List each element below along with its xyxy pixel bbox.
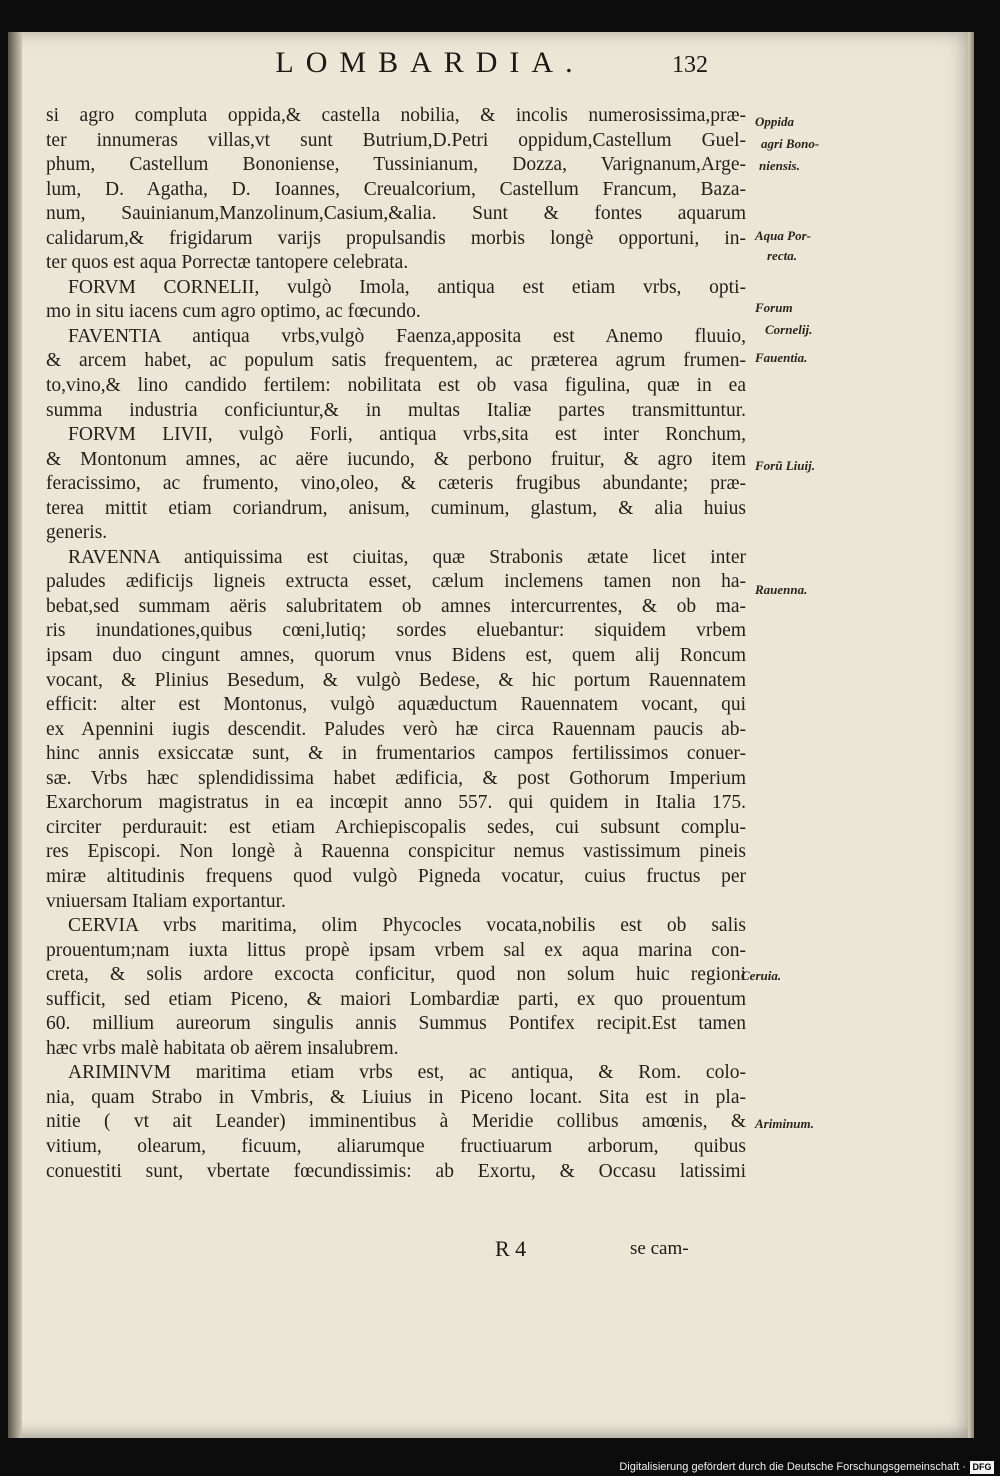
paragraph-start: FORVM LIVII, vulgò Forli, antiqua vrbs,sita est inter Ronchum, [68, 424, 746, 446]
text-line: hinc annis exsiccatæ sunt, & in frumentarios campos fertilissimos conuer- [46, 743, 746, 765]
page-edge-shadow [968, 32, 974, 1438]
margin-note: Fauentia. [755, 350, 808, 365]
text-line: summa industria conficiuntur,& in multas Italiæ partes transmittuntur. [46, 399, 746, 421]
paragraph-start: ARIMINVM maritima etiam vrbs est, ac antiqua, & Rom. colo- [68, 1062, 746, 1084]
margin-note: Forũ Liuij. [755, 458, 815, 473]
text-line: feracissimo, ac frumento, vino,oleo, & cæteris frugibus abundante; præ- [46, 473, 746, 495]
margin-note: Ariminum. [755, 1116, 814, 1131]
margin-note: Ceruia. [741, 968, 782, 983]
text-line: vocant, & Plinius Besedum, & vulgò Bedese, & hic portum Rauennatem [46, 669, 746, 691]
text-line: si agro compluta oppida,& castella nobilia, & incolis numerosissima,præ- [46, 105, 746, 126]
text-line: paludes ædificijs ligneis extructa esset, cælum inclemens tamen non ha- [46, 571, 746, 593]
margin-note: Aqua Por- [755, 228, 811, 243]
text-line: conuestiti sunt, vbertate fœcundissimis: ab Exortu, & Occasu latissimi [46, 1160, 746, 1182]
text-line: res Episcopi. Non longè à Rauenna conspicitur nemus vastissimum pineis [46, 841, 746, 863]
text-line: hæc vrbs malè habitata ob aërem insalubrem. [46, 1037, 399, 1059]
text-line: lum, D. Agatha, D. Ioannes, Creualcorium, Castellum Francum, Baza- [46, 178, 746, 200]
page-number: 132 [672, 52, 708, 78]
paragraph-start: FORVM CORNELII, vulgò Imola, antiqua est etiam vrbs, opti- [68, 276, 746, 298]
margin-note: recta. [767, 248, 797, 263]
text-line: miræ altitudinis frequens quod vulgò Pigneda vocatur, cuius fructus per [46, 865, 746, 887]
text-line: phum, Castellum Bononiense, Tussinianum, Dozza, Varignanum,Arge- [46, 154, 746, 176]
text-line: sæ. Vrbs hæc splendidissima habet ædificia, & post Gothorum Imperium [46, 767, 746, 789]
text-line: 60. millium aureorum singulis annis Summus Pontifex recipit.Est tamen [46, 1013, 746, 1035]
margin-note: Oppida [755, 114, 794, 129]
text-line: generis. [46, 522, 108, 544]
main-text [46, 104, 746, 1184]
text-line: & Montonum amnes, ac aëre iucundo, & perbono fruitur, & agro item [46, 448, 746, 470]
text-line: circiter perdurauit: est etiam Archiepiscopalis sedes, cui subsunt complu- [46, 816, 746, 838]
text-line: mo in situ iacens cum agro optimo, ac fœcundo. [46, 301, 421, 323]
paragraph-start: FAVENTIA antiqua vrbs,vulgò Faenza,apposita est Anemo fluuio, [68, 325, 746, 347]
page-gutter-shadow [8, 32, 22, 1438]
text-line: vniuersam Italiam exportantur. [46, 890, 286, 912]
paragraph-start: CERVIA vrbs maritima, olim Phycocles vocata,nobilis est ob salis [68, 915, 746, 937]
text-line: to,vino,& lino candido fertilem: nobilitata est ob vasa figulina, quæ in ea [46, 375, 746, 397]
margin-note: Rauenna. [755, 582, 808, 597]
text-line: ex Apennini iugis descendit. Paludes verò hæ circa Rauennam paucis ab- [46, 718, 746, 740]
digitization-footer [619, 1458, 994, 1476]
dfg-logo-icon: DFG [970, 1461, 994, 1474]
signature-mark: R 4 [495, 1236, 527, 1261]
text-line: Exarchorum magistratus in ea incœpit anno 557. qui quidem in Italia 175. [46, 792, 746, 814]
margin-note: Forum [755, 300, 793, 315]
funding-credit: Digitalisierung gefördert durch die Deutsche Forschungsgemeinschaft · [619, 1461, 966, 1473]
text-line: & arcem habet, ac populum satis frequentem, ac præterea agrum frumen- [46, 350, 746, 372]
text-line: prouentum;nam iuxta littus propè ipsam vrbem sal ex aqua marina con- [46, 939, 746, 961]
text-line: ipsam duo cingunt amnes, quorum vnus Bidens est, quem alij Roncum [46, 645, 746, 667]
paragraph-start: RAVENNA antiquissima est ciuitas, quæ Strabonis ætate licet inter [68, 546, 746, 568]
text-line: bebat,sed summam aëris salubritatem ob amnes intercurrentes, & ob ma- [46, 595, 746, 617]
text-line: nitie ( vt ait Leander) imminentibus à Meridie collibus amœnis, & [46, 1111, 746, 1133]
running-head: LOMBARDIA. [275, 46, 585, 79]
catchword: se cam- [630, 1238, 689, 1259]
text-line: ter quos est aqua Porrectæ tantopere celebrata. [46, 252, 409, 274]
text-line: ris inundationes,quibus cœni,lutiq; sordes eluebantur: siquidem vrbem [46, 620, 746, 642]
text-line: num, Sauinianum,Manzolinum,Casium,&alia. Sunt & fontes aquarum [46, 203, 746, 225]
margin-note: Cornelij. [765, 322, 813, 337]
text-line: efficit: alter est Montonus, vulgò aquæductum Rauennatem vocant, qui [46, 694, 746, 716]
text-line: terea mittit etiam coriandrum, anisum, cuminum, glastum, & alia huius [46, 497, 746, 519]
text-line: creta, & solis ardore excocta conficitur, quod non solum huic regioni [46, 964, 746, 986]
text-line: ter innumeras villas,vt sunt Butrium,D.Petri oppidum,Castellum Guel- [46, 129, 746, 151]
text-line: calidarum,& frigidarum varijs propulsandis morbis longè opportuni, in- [46, 227, 746, 249]
text-line: sufficit, sed etiam Piceno, & maiori Lombardiæ parti, ex quo prouentum [46, 988, 746, 1010]
text-line: nia, quam Strabo in Vmbris, & Liuius in Piceno locant. Sita est in pla- [46, 1086, 746, 1108]
margin-note: niensis. [759, 158, 800, 173]
text-line: vitium, olearum, ficuum, aliarumque fructiuarum arborum, quibus [46, 1135, 746, 1157]
margin-note: agri Bono- [761, 136, 820, 151]
